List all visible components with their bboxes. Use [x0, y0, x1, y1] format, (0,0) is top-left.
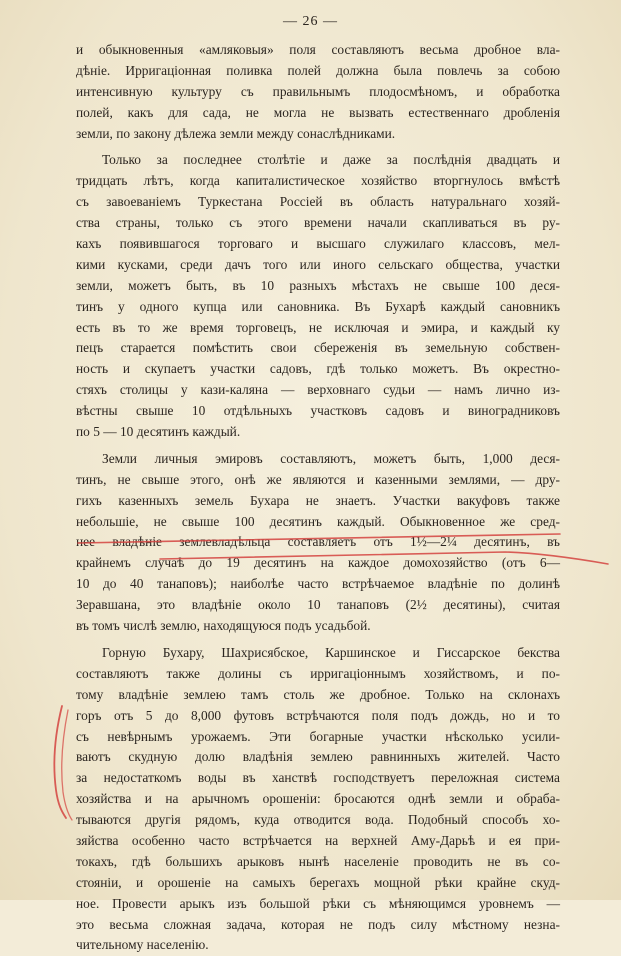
text-line: пецъ старается помѣстить свои сбереженія въ земельную собствен-	[76, 340, 560, 356]
text-line: Горную Бухару, Шахрисябское, Каршинское и Гиссарское бекства	[102, 644, 560, 660]
text-line: чительному населенію.	[76, 937, 209, 953]
text-line: по 5 — 10 десятинъ каждый.	[76, 424, 241, 440]
text-line: стяхъ столицы у кази-калянa — верховнаго судьи — намъ лично из-	[76, 382, 560, 398]
text-line: интенсивную культуру съ правильнымъ плодосмѣномъ, и обработка	[76, 83, 560, 99]
paragraph-4	[76, 643, 560, 956]
text-line: ное. Провести арыкъ изъ большой рѣки съ мѣняющимся уровнемъ —	[76, 895, 560, 911]
paragraph-2	[76, 150, 560, 442]
body-text	[76, 40, 560, 956]
paragraph-3	[76, 449, 560, 637]
text-line: полей, какъ для сада, не могла не вызвать естественнаго дробленія	[76, 104, 560, 120]
text-line: Зеравшана, это владѣніе около 10 танаповъ (2½ десятины), считая	[76, 597, 560, 613]
text-line: ства страны, только съ этого времени начали скапливаться въ ру-	[76, 215, 560, 231]
text-line: дѣніе. Ирригаціонная поливка полей должна была повлечь за собою	[76, 62, 560, 78]
text-line: горъ отъ 5 до 8,000 футовъ встрѣчаются поля подъ дождь, но и то	[76, 707, 560, 723]
text-line: тому владѣніе землею тамъ столь же дробное. Только на склонахъ	[76, 686, 560, 702]
text-line: тинъ у одного купца или сановника. Въ Бухарѣ каждый сановникъ	[76, 298, 560, 314]
text-line: это весьма сложная задача, которая не подъ силу мѣстному незна-	[76, 916, 560, 932]
page-number: — 26 —	[283, 14, 338, 29]
text-line: небольшіе, не свыше 100 десятинъ каждый. Обыкновенное же сред-	[76, 513, 560, 529]
text-line: тридцать лѣтъ, когда капиталистическое хозяйство вторгнулось вмѣстѣ	[76, 173, 560, 189]
text-line: съ завоеваніемъ Туркестана Россіей въ область натуральнаго хозяй-	[76, 194, 560, 210]
text-line: ность и скупаетъ участки садовъ, гдѣ только можетъ. Въ окрестно-	[76, 361, 560, 377]
text-line: нее владѣніе землевладѣльца составляетъ отъ 1½—2¼ десятинъ, въ	[76, 534, 560, 550]
red-margin-bracket-mark	[62, 710, 72, 820]
text-line: ваютъ скудную долю владѣнія землею равнинныхъ жителей. Часто	[76, 749, 560, 765]
text-line: 10 до 40 танаповъ); наиболѣе часто встрѣчаемое владѣніе по долинѣ	[76, 576, 560, 592]
text-line: въ томъ числѣ землю, находящуюся подъ усадьбой.	[76, 618, 371, 634]
text-line: съ невѣрнымъ урожаемъ. Эти богарные участки нѣсколько усили-	[76, 728, 560, 744]
text-line: Земли личныя эмировъ составляютъ, можетъ быть, 1,000 деся-	[102, 450, 560, 466]
paragraph-1	[76, 40, 560, 144]
text-line: тываются другія рядомъ, куда отводится вода. Подобный способъ хо-	[76, 812, 560, 828]
text-line: кими кусками, среди дачъ того или иного сельскаго общества, участки	[76, 256, 560, 272]
text-line: хозяйства и на арычномъ орошеніи: бросаются однѣ земли и обраба-	[76, 791, 560, 807]
text-line: земли, можетъ быть, въ 10 разныхъ мѣстахъ не свыше 100 деся-	[76, 277, 560, 293]
text-line: есть въ то же время торговецъ, не исключая и эмира, и каждый ку	[76, 319, 560, 335]
text-line: токахъ, гдѣ большихъ арыковъ нынѣ населеніе проводить не въ со-	[76, 853, 560, 869]
red-margin-bracket-mark	[54, 706, 66, 818]
text-line: за недостаткомъ воды въ ханствѣ господствуетъ переложная система	[76, 770, 560, 786]
text-line: крайнемъ случаѣ до 19 десятинъ на каждое домохозяйство (отъ 6—	[76, 555, 560, 571]
text-line: кахъ появившагося торговаго и высшаго служилаго классовъ, мел-	[76, 236, 560, 252]
text-line: составляютъ также долины съ ирригаціоннымъ хозяйствомъ, и по-	[76, 665, 560, 681]
text-line: земли, по закону дѣлежа земли между сонаслѣдниками.	[76, 125, 396, 141]
text-line: вѣстны свыше 10 отдѣльныхъ участковъ садовъ и виноградниковъ	[76, 403, 560, 419]
text-line: стояніи, и орошеніе на самыхъ берегахъ мощной рѣки крайне скуд-	[76, 874, 560, 890]
text-line: гихъ казенныхъ земель Бухара не знаетъ. Участки вакуфовъ также	[76, 492, 560, 508]
text-line: зяйства особенно часто встрѣчается на верхней Аму-Дарьѣ и ея при-	[76, 832, 560, 848]
text-line: Только за последнее столѣтіе и даже за послѣднія двадцать и	[102, 152, 560, 168]
text-line: и обыкновенныя «амляковыя» поля составляютъ весьма дробное вла-	[76, 42, 560, 57]
text-line: тинъ, не свыше этого, онѣ же являются и казенными землями, — дру-	[76, 471, 560, 487]
